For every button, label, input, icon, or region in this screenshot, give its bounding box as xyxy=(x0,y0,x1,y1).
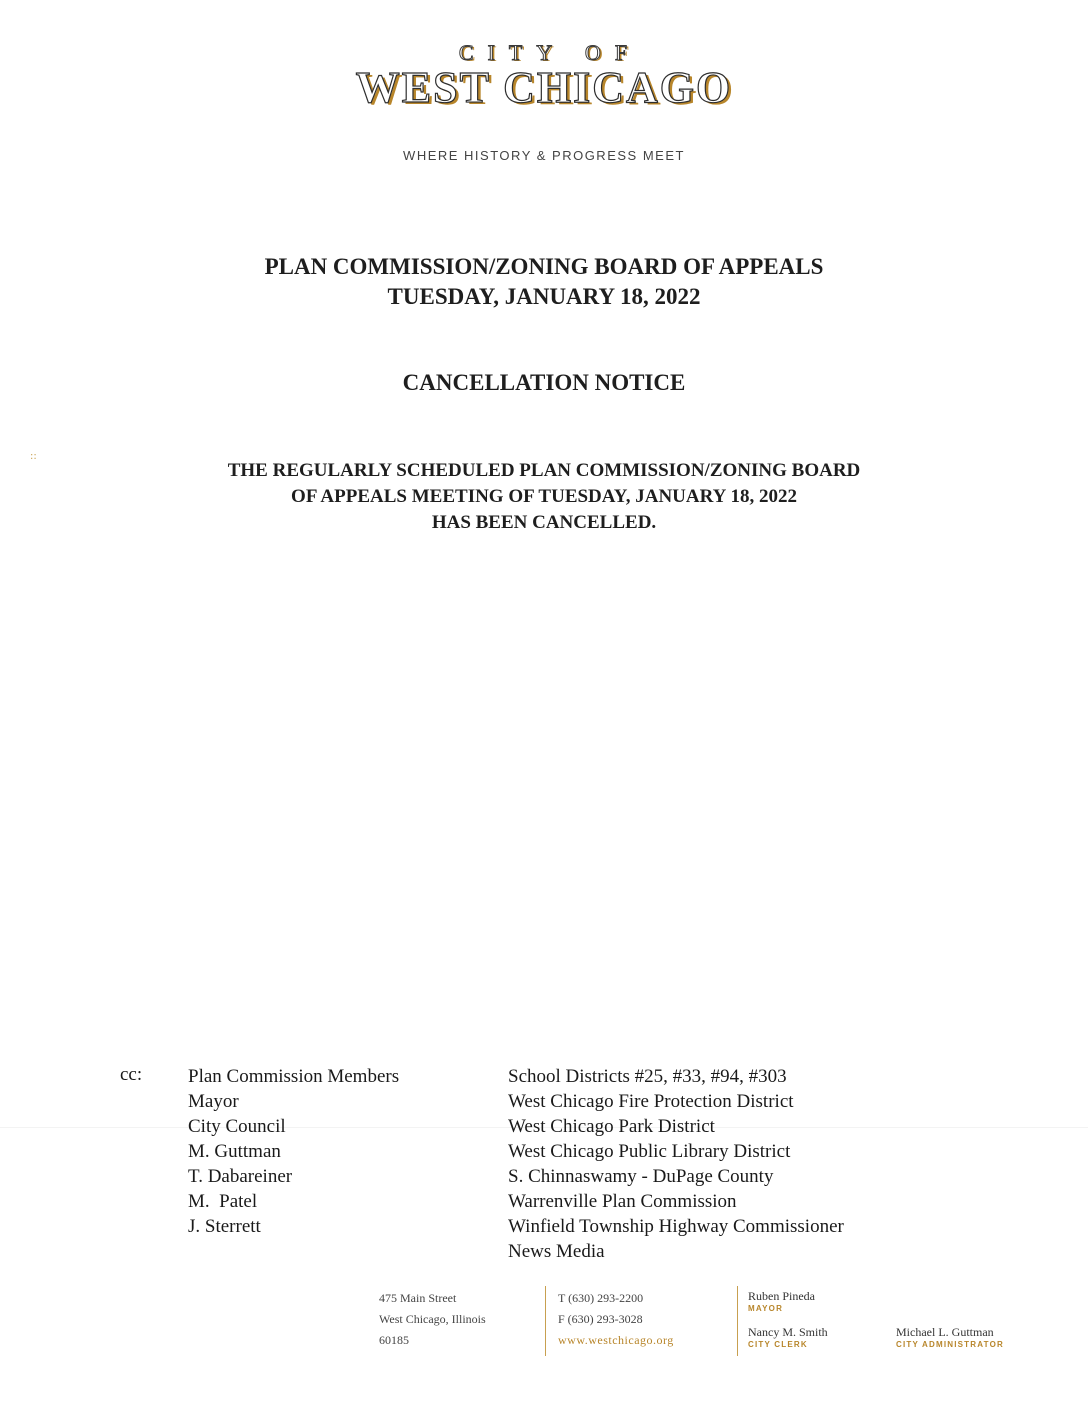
cc-recipient: M. Patel xyxy=(188,1191,258,1212)
cc-recipient: Winfield Township Highway Commissioner xyxy=(508,1216,844,1237)
person-role: CITY ADMINISTRATOR xyxy=(896,1340,1004,1349)
footer-city-clerk xyxy=(748,1325,828,1350)
cc-list-left xyxy=(188,1064,399,1239)
cc-recipient: S. Chinnaswamy - DuPage County xyxy=(508,1166,774,1187)
person-name: Michael L. Guttman xyxy=(896,1325,994,1339)
fax-number: F (630) 293-3028 xyxy=(558,1312,643,1326)
cc-recipient: Mayor xyxy=(188,1091,239,1112)
notice-body-line: THE REGULARLY SCHEDULED PLAN COMMISSION/ZONING BOARD xyxy=(227,460,861,481)
notice-body xyxy=(0,458,1088,536)
notice-body-line: OF APPEALS MEETING OF TUESDAY, JANUARY 18, 2022 xyxy=(291,486,797,507)
meeting-title-line1: PLAN COMMISSION/ZONING BOARD OF APPEALS xyxy=(264,254,824,279)
cc-recipient: T. Dabareiner xyxy=(188,1166,293,1187)
cc-recipient: City Council xyxy=(188,1116,286,1137)
meeting-title xyxy=(0,252,1088,312)
cc-recipient: West Chicago Fire Protection District xyxy=(508,1091,794,1112)
address-line: 60185 xyxy=(379,1333,409,1347)
footer-mayor xyxy=(748,1289,815,1314)
cc-recipient: Warrenville Plan Commission xyxy=(508,1191,737,1212)
city-of-text: CITY OF xyxy=(458,40,642,65)
cancellation-notice-heading: CANCELLATION NOTICE xyxy=(402,370,686,395)
person-role: CITY CLERK xyxy=(748,1340,808,1349)
cc-recipient: West Chicago Park District xyxy=(508,1116,715,1137)
phone-number: T (630) 293-2200 xyxy=(558,1291,644,1305)
footer-city-administrator xyxy=(896,1325,1004,1350)
city-name-logo: WEST CHICAGO xyxy=(355,63,733,112)
cc-recipient: M. Guttman xyxy=(188,1141,281,1162)
person-role: MAYOR xyxy=(748,1304,784,1313)
cc-label: cc: xyxy=(120,1064,143,1085)
address-line: 475 Main Street xyxy=(379,1291,457,1305)
cc-recipient: J. Sterrett xyxy=(188,1216,261,1237)
meeting-date: TUESDAY, JANUARY 18, 2022 xyxy=(387,284,701,309)
person-name: Ruben Pineda xyxy=(748,1289,815,1303)
footer-divider xyxy=(545,1286,546,1356)
person-name: Nancy M. Smith xyxy=(748,1325,828,1339)
cc-recipient: News Media xyxy=(508,1241,605,1262)
margin-mark: :: xyxy=(30,451,37,462)
letterhead xyxy=(0,40,1088,163)
footer-address xyxy=(379,1288,486,1351)
cc-recipient: West Chicago Public Library District xyxy=(508,1141,791,1162)
tagline: WHERE HISTORY & PROGRESS MEET xyxy=(403,148,685,163)
notice-body-line: HAS BEEN CANCELLED. xyxy=(431,512,657,533)
footer-contact xyxy=(558,1288,674,1351)
footer-divider xyxy=(737,1286,738,1356)
cc-recipient: Plan Commission Members xyxy=(188,1066,400,1087)
cc-recipient: School Districts #25, #33, #94, #303 xyxy=(508,1066,787,1087)
address-line: West Chicago, Illinois xyxy=(379,1312,486,1326)
cc-list-right xyxy=(508,1064,844,1264)
website-link[interactable]: www.westchicago.org xyxy=(558,1333,674,1347)
